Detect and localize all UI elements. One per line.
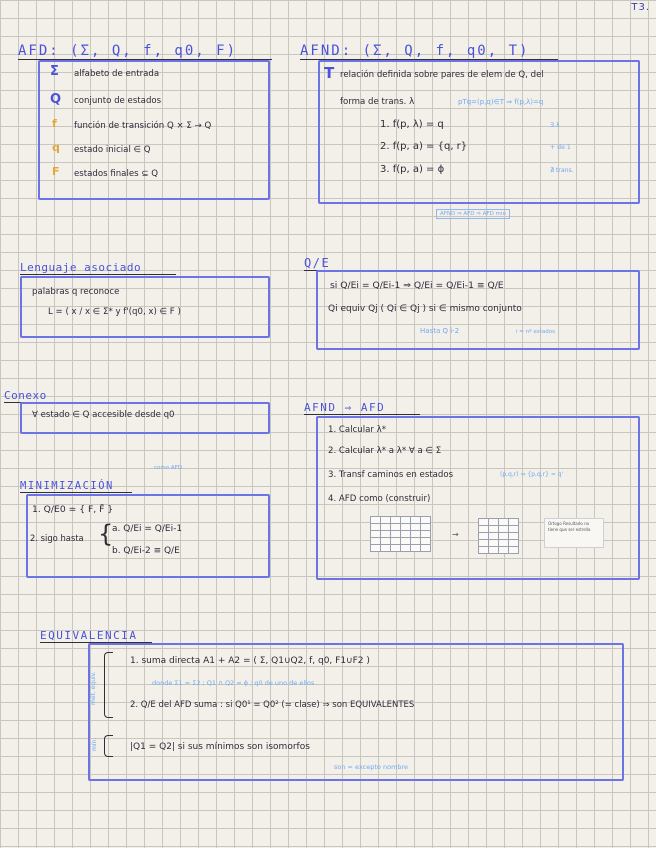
lenguaje-line1: palabras q reconoce [32,287,120,297]
afd-sym-alphabet: Σ [50,64,59,79]
afnd-rule-3: 3. f(p, a) = ϕ [380,164,445,175]
equivalencia-brace-2 [104,735,113,757]
equivalencia-line1: 1. suma directa A1 + A2 = ( Σ, Q1∪Q2, f, q0, F1∪F2 ) [130,656,370,666]
equivalencia-brace-1 [104,652,113,718]
afnd-intro-note: pTq=(p,q)∈T ⇒ f(p,λ)=q [458,98,544,106]
afnd-afd-step-1: 1. Calcular λ* [328,425,387,435]
afnd-afd-table-right [478,518,519,554]
afnd-intro-line1: relación definida sobre pares de elem de Q, del [340,70,544,80]
afd-sym-states: Q [50,92,62,107]
afnd-rule-2-note: + de 1 [550,144,571,151]
afnd-afd-step-2: 2. Calcular λ* a λ* ∀ a ∈ Σ [328,446,442,456]
afnd-rule-3-note: ∄ trans. [550,167,574,174]
afnd-afd-table-left [370,516,431,552]
equivalencia-line3: |Q1 = Q2| si sus mínimos son isomorfos [130,742,310,752]
conexo-title: Conexo [4,389,264,403]
equivalencia-line2: 2. Q/E del AFD suma : si Q0¹ = Q0² (= clase) ⇒ son EQUIVALENTES [130,700,415,710]
afnd-rule-1: 1. f(p, λ) = q [380,119,444,130]
equivalencia-line3-note: son = excepto nombre [334,763,409,771]
afd-sym-transition: f [52,117,57,130]
page-label: T3. [631,2,650,13]
afnd-afd-step3-note: (p,q,r) ⇒ {p,q,r} = q' [500,471,564,478]
equivalencia-title: EQUIVALENCIA [40,629,152,643]
afd-item-initial: estado inicial ∈ Q [74,145,151,155]
afnd-afd-transform-arrow: → [452,530,459,539]
afnd-footer-note: AFND ⇒ AFD ⇒ AFD min [436,209,510,219]
minimizacion-brace: { [98,520,114,548]
afnd-afd-title: AFND ⇒ AFD [304,401,420,415]
afd-title: AFD: (Σ, Q, f, q0, F) [18,43,272,60]
afnd-rule-1-note: ∃ λ [550,122,560,129]
qe-title: Q/E [304,256,628,271]
lenguaje-title: Lenguaje asociado [20,261,176,275]
afnd-rule-2: 2. f(p, a) = {q, r} [380,141,468,152]
minimizacion-line2a: a. Q/Ei = Q/Ei-1 [112,524,183,534]
afd-item-alphabet: alfabeto de entrada [74,69,160,79]
afnd-box [318,60,640,204]
equivalencia-side-label-1: mét. equiv. [90,671,97,705]
afd-item-transition: función de transición Q × Σ → Q [74,121,212,131]
lenguaje-line2: L = ( x / x ∈ Σ* y f'(q0, x) ∈ F ) [48,307,181,317]
afd-item-final: estados finales ⊆ Q [74,169,159,179]
conexo-line: ∀ estado ∈ Q accesible desde q0 [32,410,175,420]
afd-sym-initial: q [52,141,60,154]
afnd-afd-step-4: 4. AFD como (construir) [328,494,431,504]
qe-line1: si Q/Ei = Q/Ei-1 ⇒ Q/Ei = Q/Ei-1 ≡ Q/E [330,280,504,291]
afnd-afd-step-3: 3. Transf caminos en estados [328,470,454,480]
qe-note-iter: i = nº estados [516,329,555,335]
afnd-intro-sym: T [324,64,335,82]
afd-item-states: conjunto de estados [74,96,162,106]
equivalencia-side-label-2: mín. [91,737,98,751]
afnd-title: AFND: (Σ, Q, f, q0, T) [300,43,558,60]
equivalencia-line1-note: donde Σ1 = Σ2 ; Q1 ∩ Q2 = ϕ ; q0 de uno de ellos [152,679,315,687]
minimizacion-note: como AFD [154,465,183,471]
afnd-afd-photo-caption: Ortogo Resultado no tiene que ser estrella [548,521,591,532]
minimizacion-line1: 1. Q/E0 = { F, F̄ } [32,504,114,515]
minimizacion-line2-prefix: 2. sigo hasta [30,533,84,543]
minimizacion-title: MINIMIZACIÓN [20,480,132,493]
afnd-intro-line2: forma de trans. λ [340,97,415,107]
qe-note-hasta: Hasta Q i-2 [420,327,460,335]
minimizacion-line2b: b. Q/Ei-2 ≡ Q/E [112,546,180,556]
qe-line2: Qi equiv Qj ( Qi ∈ Qj ) si ∈ mismo conjunto [328,304,522,314]
afd-sym-final: F [52,165,60,178]
